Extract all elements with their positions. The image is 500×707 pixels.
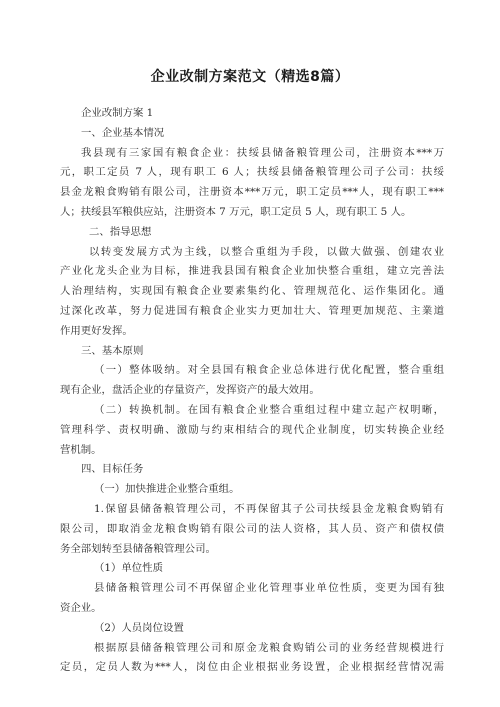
paragraph-line: 县储备粮管理公司不再保留企业化管理事业单位性质，变更为国有独 — [94, 582, 444, 595]
paragraph-line: 根据原县储备粮管理公司和原金龙粮食购销公司的业务经营规模进行 — [94, 641, 444, 654]
paragraph-line: （一）整体吸纳。对全县国有粮食企业总体进行优化配置，整合重组 — [94, 364, 444, 377]
paragraph-line: 1.保留县储备粮管理公司，不再保留其子公司扶绥县金龙粮食购销有 — [94, 502, 444, 515]
document-title: 企业改制方案范文（精选8篇） — [150, 69, 350, 85]
section-heading: 一、企业基本情况 — [81, 126, 165, 139]
paragraph-line: 元，职工定员 7 人，现有职工 6 人；扶绥县储备粮管理公司子公司：扶绥 — [60, 166, 444, 179]
paragraph-line: 县金龙粮食购销有限公司，注册资本***万元，职工定员***人，现有职工*** — [60, 186, 444, 199]
section-heading: 二、指导思想 — [89, 225, 152, 238]
paragraph-line: 人治理结构，实现国有粮食企业要素集约化、管理规范化、运作集团化。通 — [60, 285, 444, 298]
paragraph-line: 管理科学、责权明确、激励与约束相结合的现代企业制度，切实转换企业经 — [60, 423, 444, 436]
paragraph-line: 限公司，即取消金龙粮食购销有限公司的法人资格，其人员、资产和债权债 — [60, 522, 444, 535]
paragraph-line: （二）转换机制。在国有粮食企业整合重组过程中建立起产权明晰， — [94, 403, 444, 416]
paragraph-line: 人；扶绥县军粮供应站，注册资本 7 万元，职工定员 5 人，现有职工 5 人。 — [60, 205, 412, 218]
subsection-heading: （2）人员岗位设置 — [94, 621, 184, 634]
document-body — [60, 104, 444, 678]
paragraph-line: 我县现有三家国有粮食企业：扶绥县储备粮管理公司，注册资本***万 — [81, 146, 444, 159]
paragraph-line: 营机制。 — [60, 443, 102, 456]
section-heading: 企业改制方案 1 — [81, 107, 154, 119]
section-heading: 四、目标任务 — [81, 463, 144, 476]
paragraph-line: 作用更好发挥。 — [60, 324, 133, 337]
paragraph-line: 现有企业，盘活企业的存量资产，发挥资产的最大效用。 — [60, 384, 320, 397]
paragraph-line: 务全部划转至县储备粮管理公司。 — [60, 542, 216, 555]
paragraph-line: 过深化改革，努力促进国有粮食企业实力更加壮大、管理更加规范、主業道 — [60, 304, 444, 317]
paragraph-line: 以转变发展方式为主线，以整合重组为手段，以做大做强、创建农业 — [89, 245, 444, 258]
paragraph-line: 产业化龙头企业为目标，推进我县国有粮食企业加快整合重组，建立完善法 — [60, 265, 444, 278]
section-heading: 三、基本原则 — [81, 344, 144, 357]
paragraph-line: 定员，定员人数为***人，岗位由企业根据业务设置，企业根据经营情况需 — [60, 661, 444, 674]
paragraph-line: 资企业。 — [60, 601, 102, 614]
subsection-heading: （1）单位性质 — [94, 562, 163, 575]
subsection-heading: （一）加快推进企业整合重组。 — [94, 483, 240, 496]
